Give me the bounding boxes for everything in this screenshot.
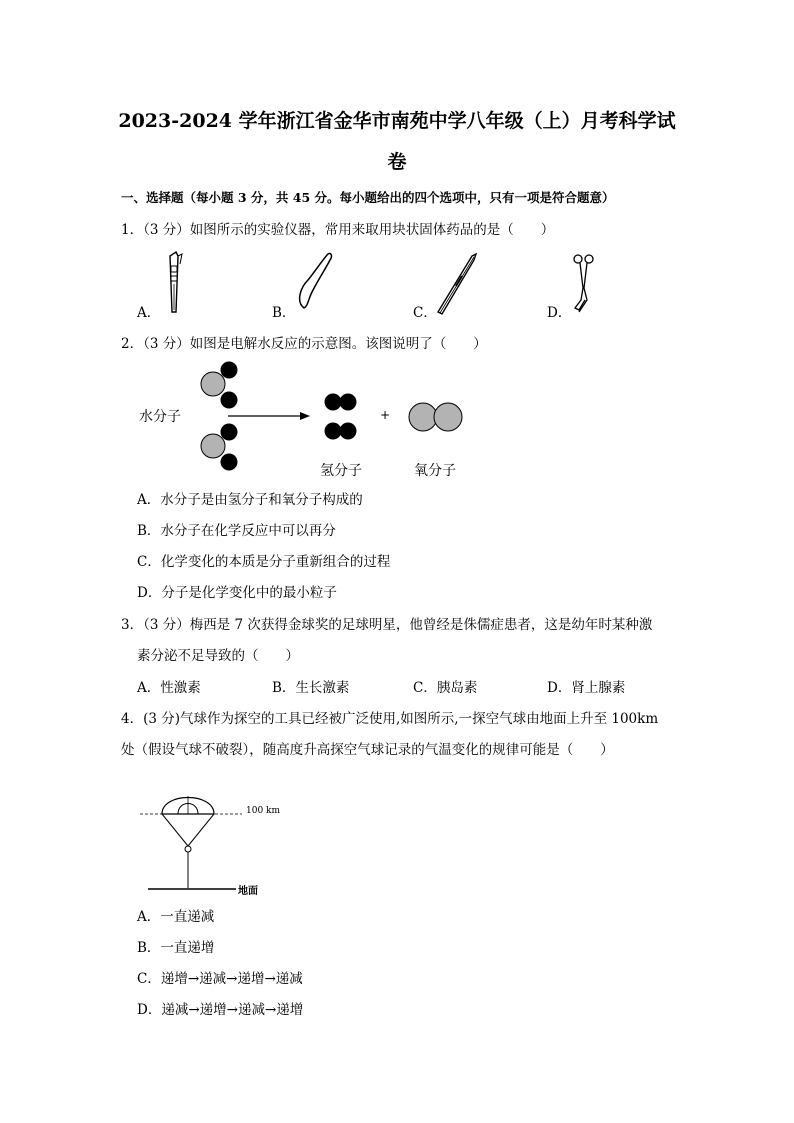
question-4-stem-line2: 处（假设气球不破裂），随高度升高探空气球记录的气温变化的规律可能是（ ）	[121, 742, 614, 758]
question-2-option-c: C．化学变化的本质是分子重新组合的过程	[137, 554, 391, 570]
balloon-diagram	[138, 790, 248, 896]
question-2-option-a: A．水分子是由氢分子和氧分子构成的	[137, 492, 363, 508]
question-4-stem-line1: 4．(3 分)气球作为探空的工具已经被广泛使用,如图所示,一探空气球由地面上升至 100km	[121, 711, 659, 727]
question-3-option-a: A．性激素	[137, 680, 201, 696]
water-molecule-2	[201, 424, 238, 471]
question-1-stem: 1．（3 分）如图所示的实验仪器，常用来取用块状固体药品的是（ ）	[121, 222, 555, 238]
plus-sign: +	[380, 408, 391, 422]
question-3-option-c: C．胰岛素	[413, 680, 478, 696]
question-3-option-d: D．肾上腺素	[547, 680, 626, 696]
document-title-line1: 2023-2024 学年浙江省金华市南苑中学八年级（上）月考科学试	[118, 110, 676, 132]
tweezers-icon	[432, 250, 482, 316]
hydrogen-molecule-2	[325, 423, 357, 440]
question-2-option-d: D．分子是化学变化中的最小粒子	[137, 585, 337, 601]
question-2-stem: 2．（3 分）如图是电解水反应的示意图。该图说明了（ ）	[121, 336, 487, 352]
ground-label: 地面	[238, 886, 258, 897]
question-4-option-a: A．一直递减	[137, 909, 215, 925]
question-1-option-b: B．	[272, 305, 296, 321]
question-4-option-d: D．递减→递增→递减→递增	[137, 1002, 304, 1018]
crucible-tongs-icon	[565, 250, 605, 316]
hydrogen-molecule-label: 氢分子	[320, 463, 362, 479]
hydrogen-molecules-diagram	[322, 390, 362, 444]
question-1-option-d: D．	[547, 305, 572, 321]
question-3-option-b: B．生长激素	[272, 680, 350, 696]
question-1-option-a: A．	[137, 305, 161, 321]
question-3-stem-line1: 3．（3 分）梅西是 7 次获得金球奖的足球明星，他曾经是侏儒症患者，这是幼年时某种激	[121, 617, 653, 633]
oxygen-molecule-label: 氧分子	[414, 463, 456, 479]
reaction-arrow-icon	[228, 410, 314, 422]
question-2-option-b: B．水分子在化学反应中可以再分	[137, 523, 336, 539]
question-4-option-c: C．递增→递减→递增→递减	[137, 971, 303, 987]
section-heading: 一、选择题（每小题 3 分，共 45 分。每小题给出的四个选项中，只有一项是符合题意）	[121, 190, 615, 205]
wire-loop-icon	[294, 250, 344, 316]
water-molecule-label: 水分子	[139, 409, 181, 425]
document-title-line2: 卷	[387, 151, 407, 173]
medicine-spoon-icon	[160, 250, 190, 316]
question-3-stem-line2: 素分泌不足导致的（ ）	[137, 648, 299, 664]
hydrogen-molecule-1	[325, 394, 357, 411]
oxygen-molecule-diagram	[406, 400, 468, 436]
water-molecule-1	[201, 362, 238, 409]
question-1-option-c: C．	[413, 305, 437, 321]
height-label: 100 km	[246, 806, 281, 816]
question-4-option-b: B．一直递增	[137, 940, 215, 956]
